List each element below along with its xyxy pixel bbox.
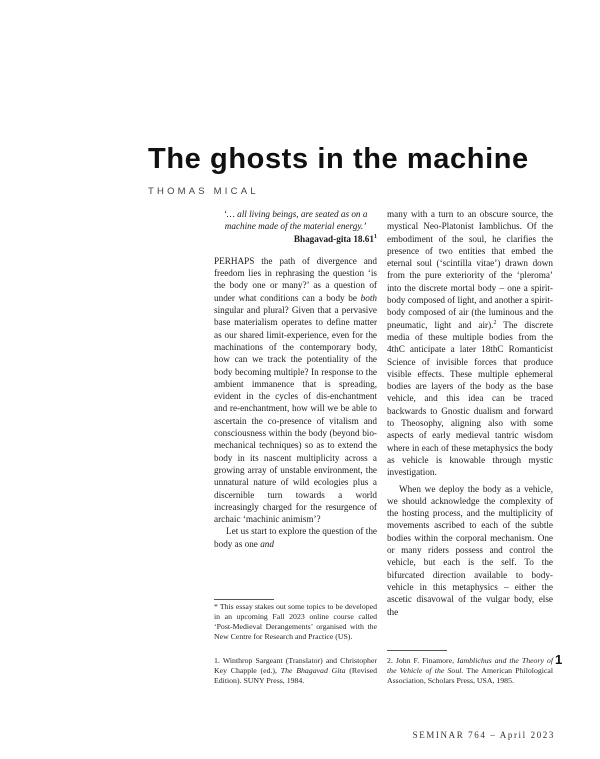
footnote-2 [387, 656, 553, 686]
footnote-divider-left [214, 599, 274, 600]
left-column [214, 208, 377, 550]
paragraph-1-lead: PERHAPS the path of divergence and freedom lies in rephrasing the question ‘is the body one or many?’ as a question of under what conditions can a body be [214, 255, 377, 303]
paragraph-2-rest: many with a turn to an obscure source, the mystical Neo-Platonist Iamblichus. Of the embodiment of the soul, he clarifies the presence of two entities that embed the eternal soul (‘scintilla vitae’) drawn down from the pure exteriority of the ‘pleroma’ into the discrete mortal body – one a spirit-body composed of light, and another a spirit-body composed of air (the luminous and the pneumatic, light and air). [387, 209, 553, 330]
footnote-1-text-a: Winthrop Sargeant (Translator) and Christopher Key Chapple (ed.), [214, 656, 377, 675]
footnote-2-number: 2. [387, 656, 393, 665]
paragraph-1-emphasis: both [360, 292, 377, 303]
paragraph-2-tail: The discrete media of these multiple bodies from the 4thC anticipate a later 18thC Romanticist Science of invisible forces that produce visible effects. These multiple ephemeral bodies are layers of the body as the base vehicle, and this idea can be traced backwards to Gnostic dualism and forward to Theosophy, aligning also with some aspects of early medieval tantric wisdom where in each of these metaphysics the body as vehicle is knowable through mystic investigation. [387, 319, 553, 478]
epigraph-source-text: Bhagavad-gita 18.61 [293, 233, 374, 244]
paragraph-2-continued [387, 208, 553, 479]
paragraph-2-start [214, 525, 377, 550]
footnote-divider-right [387, 650, 447, 651]
footnote-star: * This essay stakes out some topics to be developed in an upcoming Fall 2023 online course called ‘Post-Medieval Derangements’ organised with the New Centre for Research and Practice (US). [214, 602, 377, 641]
footnote-2-text-b: The American Philological Association, Scholars Press, USA, 1985. [387, 666, 553, 685]
footnote-1-title: The Bhagavad Gita [280, 666, 346, 675]
footnote-1 [214, 656, 377, 686]
paragraph-2-lead: Let us start to explore the question of the body as one [214, 526, 377, 549]
article-title: The ghosts in the machine [148, 143, 529, 175]
page-number: 1 [555, 652, 563, 667]
right-column [387, 208, 553, 618]
footnote-ref-2[interactable]: 2 [493, 319, 497, 326]
paragraph-1 [214, 255, 377, 526]
author-name: THOMAS MICAL [148, 186, 259, 197]
paragraph-2-emphasis: and [260, 538, 274, 549]
paragraph-3: When we deploy the body as a vehicle, we should acknowledge the complexity of the hosting process, and the multiplicity of movements ascribed to each of the subtle bodies within the corporal mechanism. One or many riders possess and control the vehicle, but each is the self. To the bifurcated direction available to body-vehicle in this metaphysics – either the ascetic disavowal of the vulgar body, else the [387, 483, 553, 617]
paragraph-1-rest: singular and plural? Given that a pervasive base materialism operates to define matter as our shared limit-experience, even for the machinations of the contemporary body, how can we track the potentiality of the body becoming multiple? In response to the ambient immanence that is spreading, evident in the cycles of dis-enchantment and re-enchantment, how will we be able to ascertain the co-presence of vitalism and consciousness within the body (beyond bio-mechanical techniques) so as to extend the body in its nascent multiplicity across a growing array of unstable environment, the unnatural nature of wild ecologies plus a discernible turn towards a world increasingly charged for the resurgence of archaic ‘machinic animism’? [214, 305, 377, 525]
footnote-2-title: Iamblichus and the Theory of the Vehicle of the Soul. [387, 656, 553, 675]
footnote-1-number: 1. [214, 656, 220, 665]
epigraph-source [214, 233, 377, 245]
running-footer: SEMINAR 764 – April 2023 [412, 730, 555, 740]
epigraph-quote: ‘… all living beings, are seated as on a machine made of the material energy.’ [223, 209, 368, 232]
footnote-2-text-a: John F. Finamore, [392, 656, 458, 665]
footnote-1-text-b: (Revised Edition). SUNY Press, 1984. [214, 666, 377, 685]
footnote-ref-1[interactable]: 1 [374, 233, 377, 240]
